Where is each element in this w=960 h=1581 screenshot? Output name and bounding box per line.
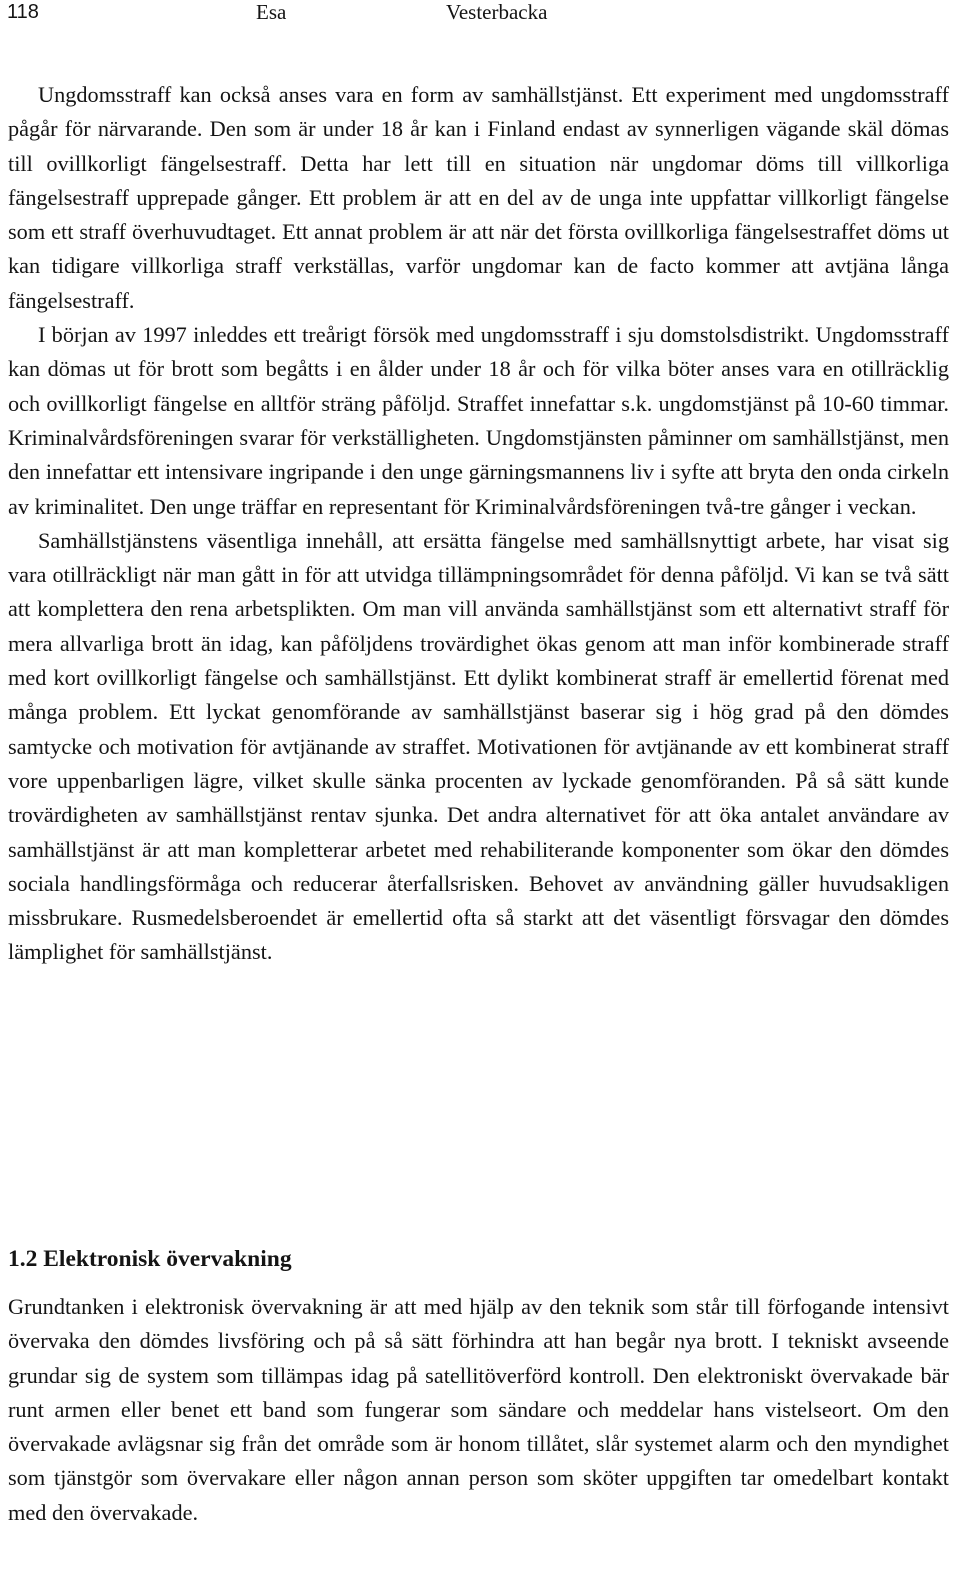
body-text: [8, 78, 949, 970]
paragraph-ungdomsstraff-intro: Ungdomsstraff kan också anses vara en form av samhällstjänst. Ett experiment med ungdomsstraff pågår för närvarande. Den som är under 18 år kan i Finland endast av synnerligen vägande skäl dömas till ovillkorligt fängelsestraff. Detta har lett till en situation när ungdomar döms till villkorliga fängelsestraff upprepade gånger. Ett problem är att en del av de unga inte uppfattar villkorligt fängelse som ett straff överhuvudtaget. Ett annat problem är att när det första ovillkorliga fängelsestraffet döms ut kan tidigare villkorliga straff verkställas, varför ungdomar kan de facto kommer att avtjäna långa fängelsestraff.: [8, 82, 949, 313]
section-body: [8, 1290, 949, 1530]
page-header: [0, 0, 960, 30]
paragraph-samhallstjanst: Samhällstjänstens väsentliga innehåll, att ersätta fängelse med samhällsnyttigt arbete, har visat sig vara otillräckligt när man gått in för att utvidga tillämpningsområdet för denna påföljd. Vi kan se två sätt att komplettera den rena arbetsplikten. Om man vill använda samhällstjänst som ett alternativt straff för mera allvarliga brott än idag, kan påföljdens trovärdighet ökas genom att man inför kombinerade straff med kort ovillkorligt fängelse och samhällstjänst. Ett dylikt kombinerat straff är emellertid förenat med många problem. Ett lyckat genomförande av samhällstjänst baserar sig i hög grad på den dömdes samtycke och motivation för avtjänande av straffet. Motivationen för avtjänande av ett kombinerat straff vore uppenbarligen lägre, vilket skulle sänka procenten av lyckade genomföranden. På så sätt kunde trovärdigheten av samhällstjänst rentav sjunka. Det andra alternativet för att öka antalet användare av samhällstjänst är att man kompletterar arbetet med rehabiliterande komponenter som ökar den dömdes sociala handlingsförmåga och reducerar återfallsrisken. Behovet av användning gäller huvudsakligen missbrukare. Rusmedelsberoendet är emellertid ofta så starkt att det väsentligt försvagar den dömdes lämplighet för samhällstjänst.: [8, 527, 949, 965]
page-number: 118: [7, 1, 39, 23]
section-heading: 1.2 Elektronisk övervakning: [8, 1246, 292, 1272]
paragraph-ungdomsstraff-forsok: I början av 1997 inleddes ett treårigt försök med ungdomsstraff i sju domstolsdistrikt. Ungdomsstraff kan dömas ut för brott som begåtts i en ålder under 18 år och för vilka böter anses vara en otillräcklig och ovillkorligt fängelse en alltför sträng påföljd. Straffet innefattar s.k. ungdomstjänst på 10-60 timmar. Kriminalvårdsföreningen svarar för verkställigheten. Ungdomstjänsten påminner om samhällstjänst, men den innefattar ett intensivare ingripande i den unge gärningsmannens liv i syfte att bryta den onda cirkeln av kriminalitet. Den unge träffar en representant för Kriminalvårdsföreningen två-tre gånger i veckan.: [8, 322, 949, 519]
running-head-author-first: Esa: [256, 0, 287, 24]
paragraph-elektronisk-overvakning: Grundtanken i elektronisk övervakning är att med hjälp av den teknik som står till förfogande intensivt övervaka den dömdes livsföring och på så sätt förhindra att han begår nya brott. I tekniskt avseende grundar sig de system som tillämpas idag på satellitöverförd kontroll. Den elektroniskt övervakade bär runt armen eller benet ett band som fungerar som sändare och meddelar hans vistelseort. Om den övervakade avlägsnar sig från det område som är honom tillåtet, slår systemet alarm och den myndighet som tjänstgör som övervakare eller någon annan person som sköter uppgiften tar omedelbart kontakt med den övervakade.: [8, 1294, 949, 1525]
running-head-author-last: Vesterbacka: [446, 0, 548, 24]
